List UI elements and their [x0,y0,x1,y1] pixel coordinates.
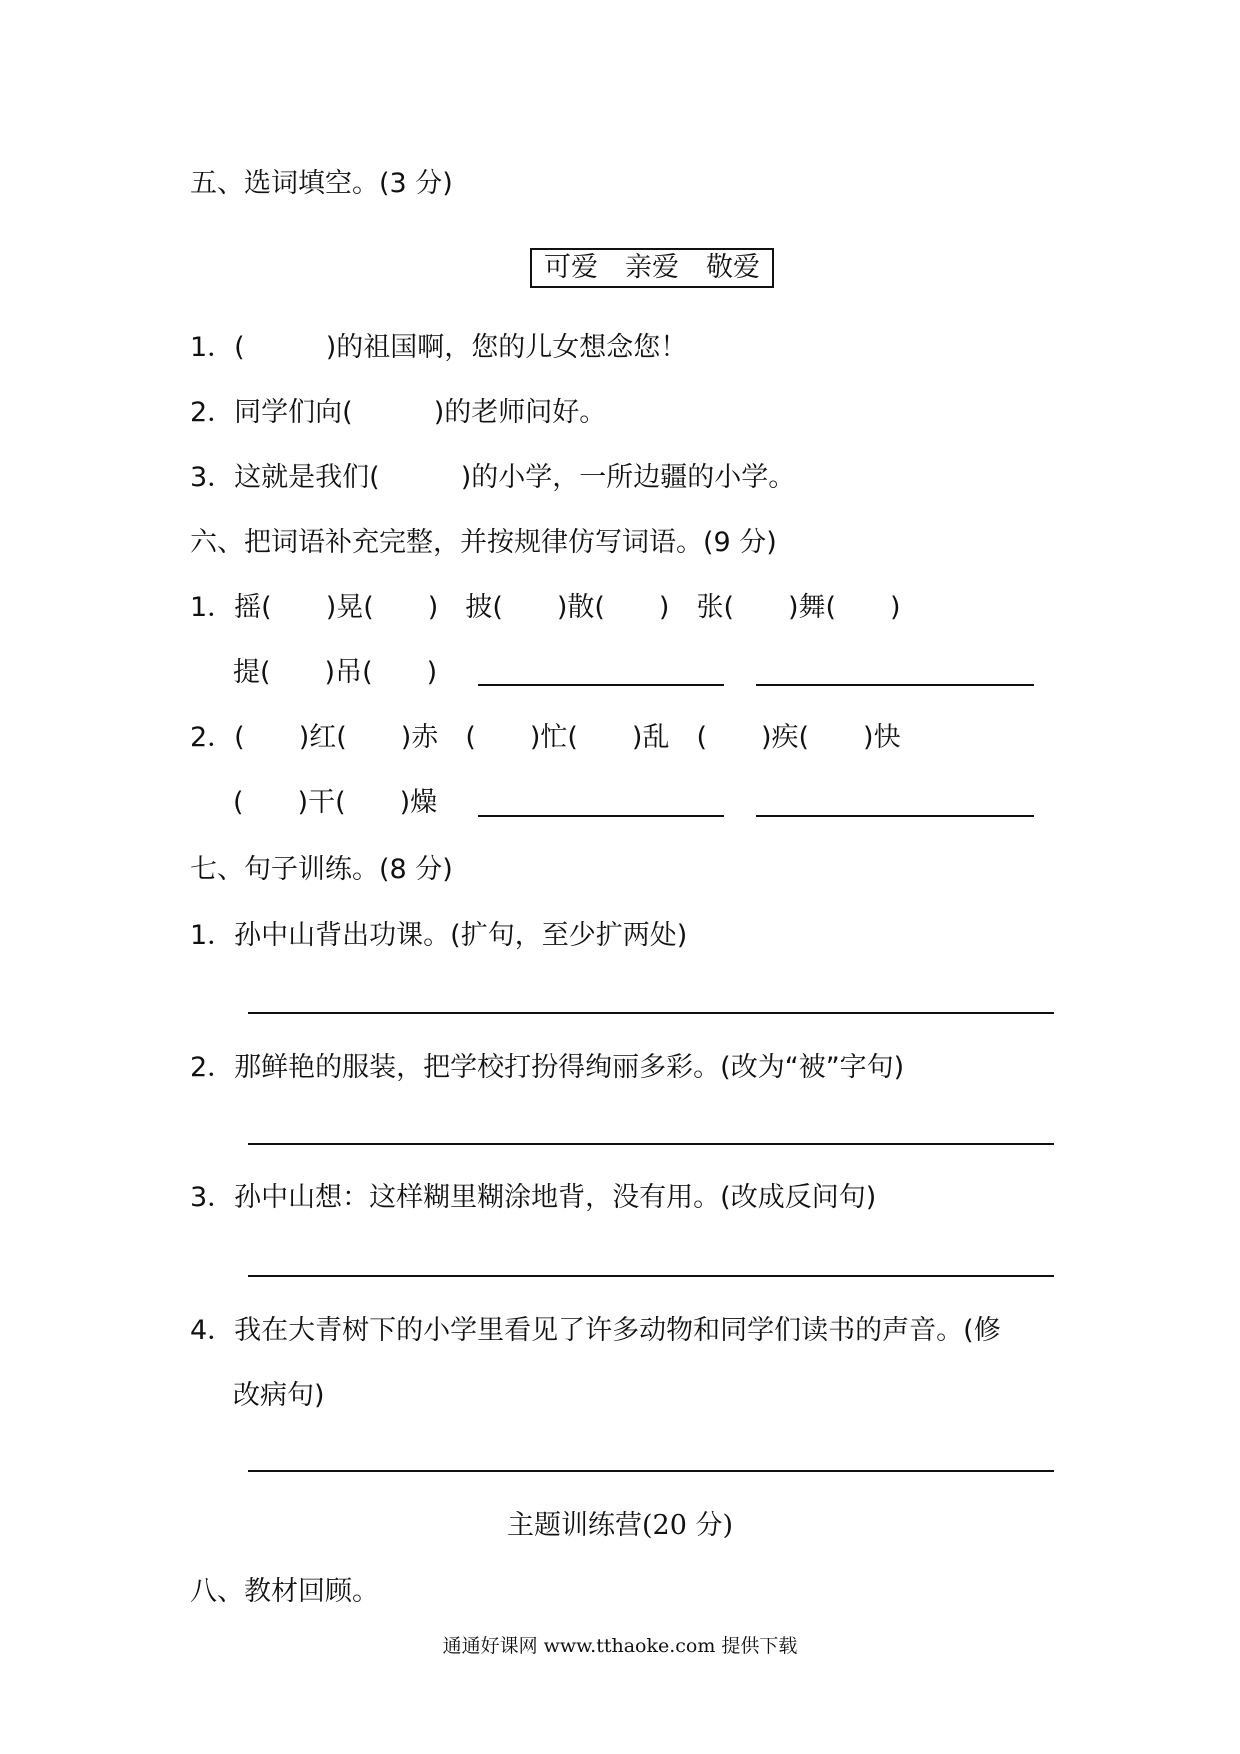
word-choice-box: 可爱 亲爱 敬爱 [530,248,774,288]
sec6-q1-row1: 1．摇( )晃( ) 披( )散( ) 张( )舞( ) [190,592,901,623]
section6-title: 六、把词语补充完整，并按规律仿写词语。(9 分) [190,527,777,558]
sec7-question-4: 4．我在大青树下的小学里看见了许多动物和同学们读书的声音。(修 [190,1315,1001,1346]
sec5-question-3: 3．这就是我们( )的小学，一所边疆的小学。 [190,462,796,493]
section8-title: 八、教材回顾。 [190,1576,379,1607]
sec6-q1-row2: 提( )吊( ) [233,657,438,688]
section7-title: 七、句子训练。(8 分) [190,854,453,885]
answer-line[interactable] [248,1143,1054,1145]
sec6-q2-row2: ( )干( )燥 [233,787,438,818]
answer-line[interactable] [248,1470,1054,1472]
sec7-question-4-cont: 改病句) [233,1380,325,1411]
answer-line[interactable] [478,684,724,686]
answer-line[interactable] [248,1012,1054,1014]
footer-credit: 通通好课网 www.tthaoke.com 提供下载 [442,1635,798,1657]
theme-title: 主题训练营(20 分) [506,1510,733,1541]
sec7-question-1: 1．孙中山背出功课。(扩句，至少扩两处) [190,920,688,951]
answer-line[interactable] [248,1275,1054,1277]
sec5-question-2: 2．同学们向( )的老师问好。 [190,397,607,428]
answer-line[interactable] [756,684,1034,686]
sec6-q2-row1: 2．( )红( )赤 ( )忙( )乱 ( )疾( )快 [190,722,901,753]
section5-title: 五、选词填空。(3 分) [190,168,453,199]
sec7-question-2: 2．那鲜艳的服装，把学校打扮得绚丽多彩。(改为“被”字句) [190,1052,905,1083]
answer-line[interactable] [756,815,1034,817]
sec7-question-3: 3．孙中山想：这样糊里糊涂地背，没有用。(改成反问句) [190,1182,877,1213]
sec5-question-1: 1．( )的祖国啊，您的儿女想念您！ [190,332,688,363]
answer-line[interactable] [478,815,724,817]
